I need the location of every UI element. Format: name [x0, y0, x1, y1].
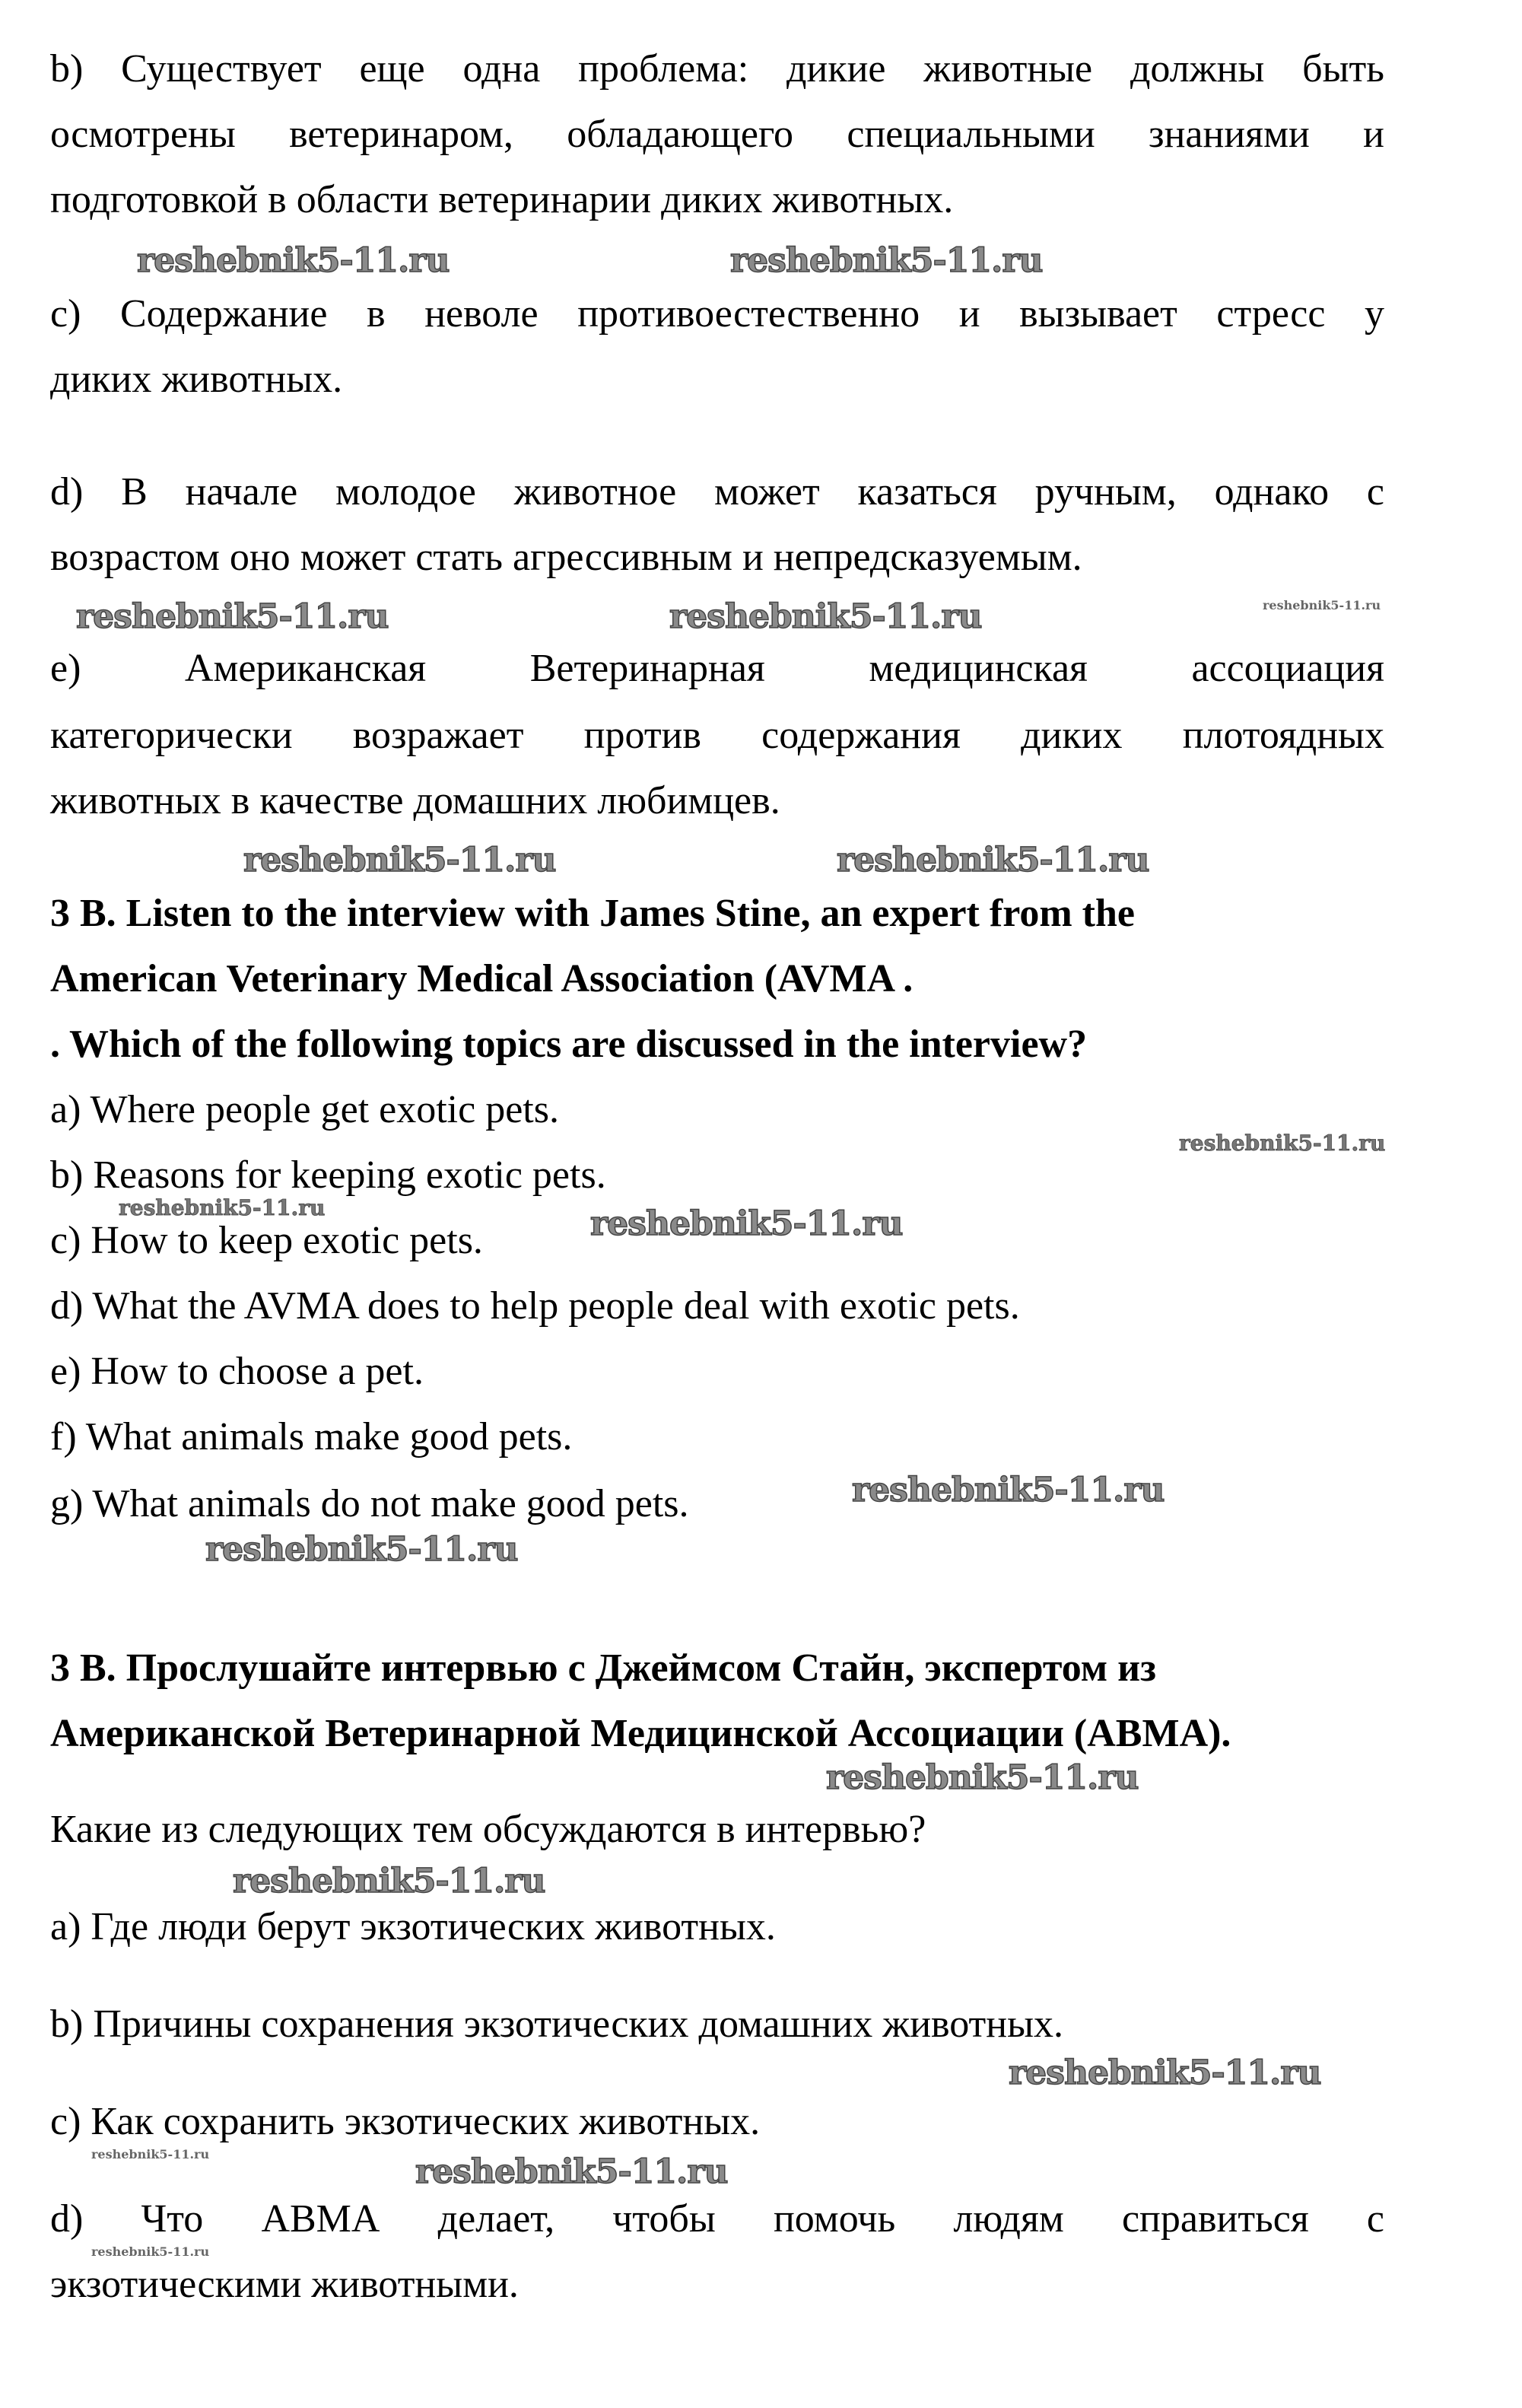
list-item: a) Where people get exotic pets.	[50, 1088, 559, 1131]
section-heading: . Which of the following topics are discussed in the interview?	[50, 1023, 1088, 1066]
watermark: reshebnik5-11.ru	[826, 1758, 1139, 1797]
watermark: reshebnik5-11.ru	[233, 1862, 545, 1901]
section-heading: 3 B. Прослушайте интервью с Джеймсом Стайн, экспертом из	[50, 1646, 1157, 1690]
list-item: b) Reasons for keeping exotic pets.	[50, 1153, 606, 1197]
text-line: возрастом оно может стать агрессивным и непредсказуемым.	[50, 536, 1082, 579]
watermark: reshebnik5-11.ru	[137, 241, 450, 280]
watermark: reshebnik5-11.ru	[1179, 1131, 1386, 1156]
list-item: d) Что АВМА делает, чтобы помочь людям справиться с	[50, 2197, 1384, 2241]
question-text: Какие из следующих тем обсуждаются в интервью?	[50, 1808, 926, 1851]
list-item: b) Причины сохранения экзотических домашних животных.	[50, 2002, 1064, 2046]
watermark: reshebnik5-11.ru	[119, 1195, 326, 1220]
list-item: d) What the AVMA does to help people deal with exotic pets.	[50, 1284, 1020, 1328]
text-line: осмотрены ветеринаром, обладающего специальными знаниями и	[50, 113, 1384, 156]
list-item: экзотическими животными.	[50, 2263, 519, 2306]
watermark: reshebnik5-11.ru	[76, 597, 389, 636]
watermark: reshebnik5-11.ru	[669, 597, 982, 636]
list-item: f) What animals make good pets.	[50, 1415, 573, 1458]
text-line: e) Американская Ветеринарная медицинская ассоциация	[50, 647, 1384, 690]
text-line: c) Содержание в неволе противоестественно и вызывает стресс у	[50, 292, 1384, 336]
text-line: d) В начале молодое животное может казаться ручным, однако с	[50, 470, 1384, 514]
section-heading: American Veterinary Medical Association (AVMA .	[50, 957, 914, 1000]
text-line: животных в качестве домашних любимцев.	[50, 779, 780, 822]
list-item: g) What animals do not make good pets.	[50, 1482, 689, 1525]
text-line: b) Существует еще одна проблема: дикие животные должны быть	[50, 47, 1384, 91]
text-line: подготовкой в области ветеринарии диких животных.	[50, 178, 954, 221]
watermark: reshebnik5-11.ru	[837, 841, 1149, 880]
watermark: reshebnik5-11.ru	[91, 2244, 210, 2259]
text-line: диких животных.	[50, 358, 343, 401]
watermark: reshebnik5-11.ru	[415, 2152, 728, 2191]
watermark: reshebnik5-11.ru	[1009, 2053, 1321, 2092]
list-item: c) How to keep exotic pets.	[50, 1219, 483, 1262]
watermark: reshebnik5-11.ru	[91, 2147, 210, 2161]
list-item: e) How to choose a pet.	[50, 1350, 424, 1393]
section-heading: Американской Ветеринарной Медицинской Ассоциации (АВМА).	[50, 1712, 1231, 1755]
watermark: reshebnik5-11.ru	[730, 241, 1043, 280]
watermark: reshebnik5-11.ru	[1263, 598, 1381, 612]
text-line: категорически возражает против содержания диких плотоядных	[50, 714, 1384, 757]
watermark: reshebnik5-11.ru	[243, 841, 556, 880]
list-item: c) Как сохранить экзотических животных.	[50, 2100, 761, 2143]
section-heading: 3 B. Listen to the interview with James Stine, an expert from the	[50, 892, 1135, 935]
watermark: reshebnik5-11.ru	[205, 1530, 518, 1569]
list-item: a) Где люди берут экзотических животных.	[50, 1905, 776, 1948]
watermark: reshebnik5-11.ru	[590, 1204, 903, 1243]
watermark: reshebnik5-11.ru	[852, 1471, 1165, 1509]
